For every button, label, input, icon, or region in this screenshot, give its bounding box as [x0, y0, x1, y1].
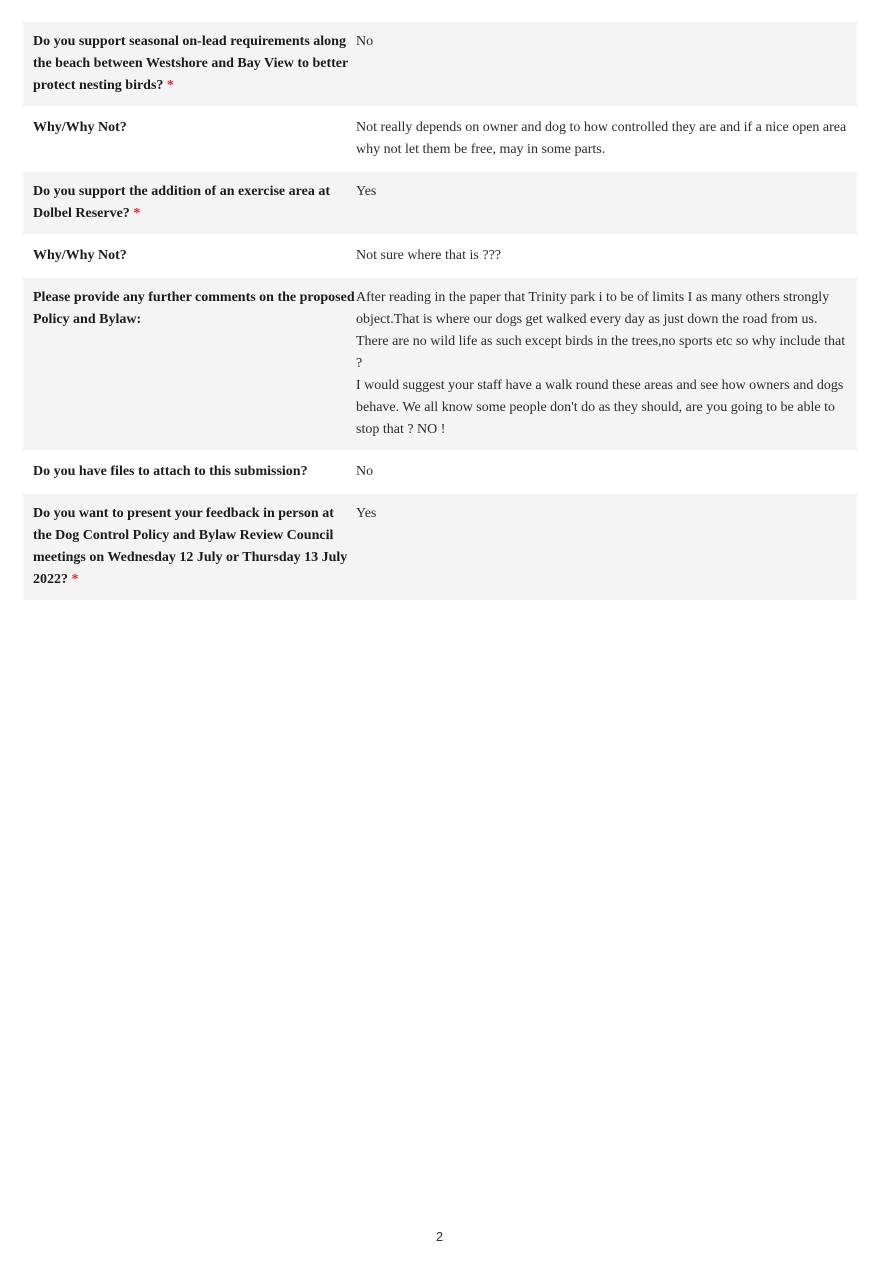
submission-table: [23, 22, 857, 602]
answer-value: Yes: [356, 506, 377, 521]
required-marker: *: [133, 206, 141, 221]
answer-value: No: [356, 464, 374, 479]
table-row: [23, 278, 857, 452]
answer-value: Not really depends on owner and dog to how controlled they are and if a nice open area why not let them be free, may in some parts.: [356, 120, 847, 157]
question-label: Do you support seasonal on-lead requirements along the beach between Westshore and Bay View to better protect nesting birds? *: [33, 34, 348, 93]
question-label: Why/Why Not?: [33, 248, 127, 263]
answer-value: Yes: [356, 184, 377, 199]
question-label: Please provide any further comments on the proposed Policy and Bylaw:: [33, 290, 355, 327]
question-label: Do you support the addition of an exercise area at Dolbel Reserve? *: [33, 184, 330, 221]
table-row: [23, 22, 857, 108]
question-label: Why/Why Not?: [33, 120, 127, 135]
page-number: 2: [435, 1229, 444, 1244]
required-marker: *: [166, 78, 174, 93]
answer-value: [356, 287, 847, 441]
table-row: [23, 236, 857, 278]
answer-paragraph: I would suggest your staff have a walk round these areas and see how owners and dogs behave. We all know some people don't do as they should, are you going to be able to stop that ? NO !: [356, 378, 844, 437]
table-row: [23, 172, 857, 236]
answer-value: No: [356, 34, 374, 49]
table-row: [23, 494, 857, 602]
question-label: Do you have files to attach to this submission?: [33, 464, 308, 479]
answer-paragraph: After reading in the paper that Trinity park i to be of limits I as many others strongly object.That is where our dogs get walked every day as just down the road from us. There are no wild life as such except birds in the trees,no sports etc so why include that ?: [356, 290, 846, 371]
required-marker: *: [71, 572, 79, 587]
table-row: [23, 108, 857, 172]
question-label: Do you want to present your feedback in person at the Dog Control Policy and Bylaw Review Council meetings on Wednesday 12 July or Thursday 13 July 2022? *: [33, 506, 348, 587]
answer-value: Not sure where that is ???: [356, 248, 501, 263]
table-row: [23, 452, 857, 494]
